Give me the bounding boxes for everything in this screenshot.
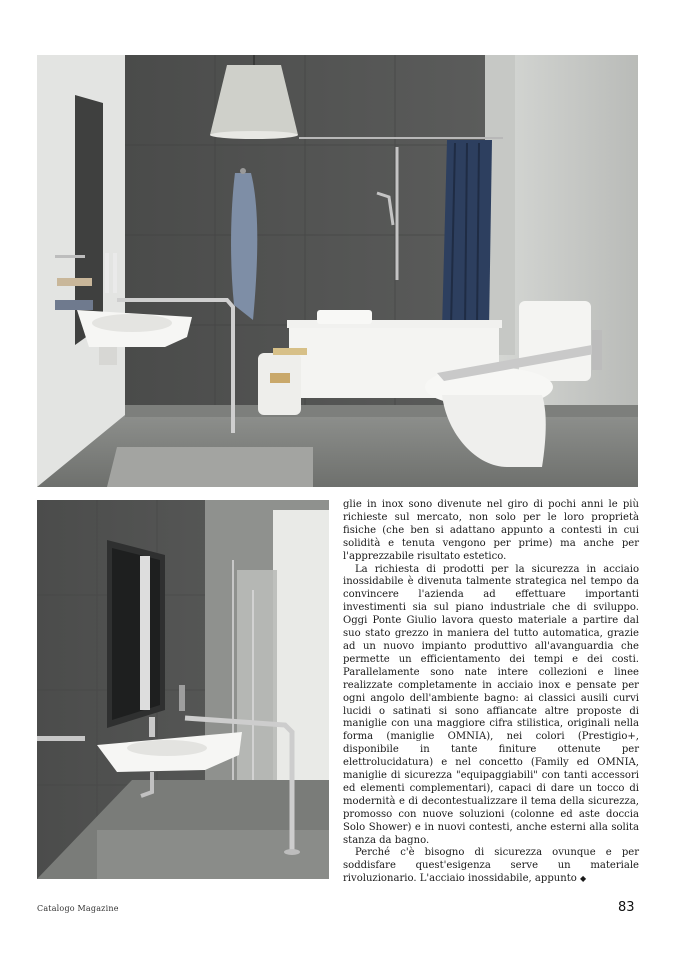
- end-of-article-diamond-icon: ◆: [580, 874, 587, 884]
- article-text: [343, 499, 639, 886]
- closing-text: Perché c'è bisogno di sicurezza ovunque e per soddisfare quest'esigenza serve un materiale rivoluzionario. L'acciaio inossidabile, appunto: [343, 847, 639, 885]
- bathroom-photo-bottom: [37, 500, 329, 879]
- magazine-name: Catalogo Magazine: [37, 904, 119, 913]
- article-paragraph-closing: [343, 847, 639, 886]
- article-paragraph: glie in inox sono divenute nel giro di pochi anni le più richieste sul mercato, non solo per le loro proprietà fisiche (che ben si adattano appunto a contesti in cui solidità e tenuta vengono per prime) ma anche per l'apprezzabile risultato estetico.: [343, 499, 639, 562]
- bathroom-photo-top: [37, 55, 638, 487]
- article-paragraph: La richiesta di prodotti per la sicurezza in acciaio inossidabile è divenuta talmente strategica nel tempo da convincere l'azienda ad effettuare importanti investimenti sia sul piano industriale che di sviluppo. Oggi Ponte Giulio lavora questo materiale a partire dal suo stato grezzo in maniera del tutto automatica, grazie ad un nuovo impianto produttivo all'avanguardia che permette un efficientamento dei tempi e dei costi. Parallelamente sono nate intere collezioni e linee realizzate completamente in acciaio inox e pensate per ogni angolo dell'ambiente bagno: ai classici ausili curvi lucidi o satinati si sono affiancate altre proposte di maniglie con una maggiore cifra stilistica, originali nella forma (maniglie OMNIA), nei colori (Prestigio+, disponibile in tante finiture ottenute per elettrolucidatura) e nel concetto (Family ed OMNIA, maniglie di sicurezza "equipaggiabili" con tanti accessori ed elementi complementari), capaci di dare un tocco di modernità e di decontestualizzare il tema della sicurezza, promosso con nuove soluzioni (colonne ed aste doccia Solo Shower) e in nuovi contesti, anche esterni alla solita stanza da bagno.: [343, 563, 639, 846]
- page-number: 83: [618, 900, 635, 915]
